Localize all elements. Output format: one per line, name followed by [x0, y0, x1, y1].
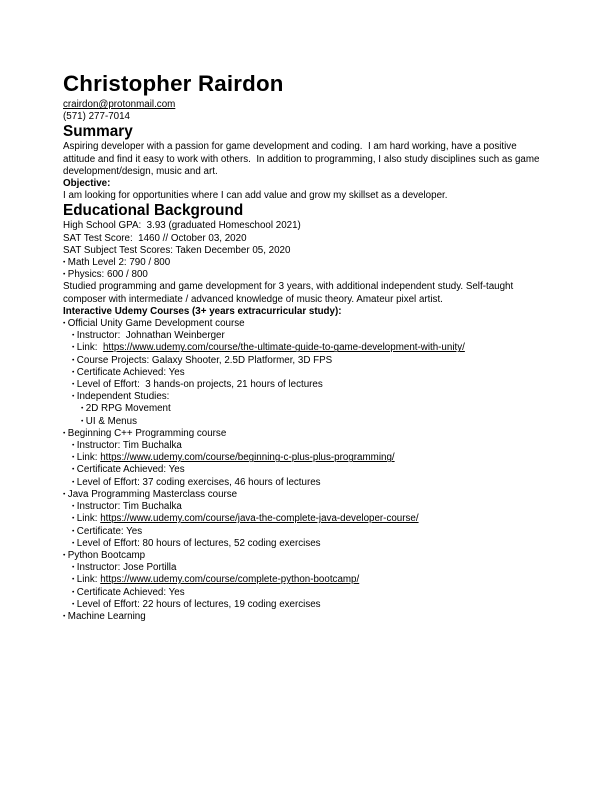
courses-heading: Interactive Udemy Courses (3+ years extracurricular study):: [63, 305, 342, 317]
course-effort: Level of Effort: 80 hours of lectures, 52 coding exercises: [76, 537, 321, 549]
course-instructor: Instructor: Tim Buchalka: [76, 501, 182, 513]
course-title-item: [63, 611, 550, 623]
course-instructor: Instructor: Jose Portilla: [76, 562, 177, 574]
subject-score: Physics: 600 / 800: [67, 269, 148, 281]
bullet-icon: •: [63, 612, 66, 620]
course-detail-item: [72, 330, 550, 342]
course-title: Java Programming Masterclass course: [67, 488, 238, 500]
bullet-icon: •: [72, 600, 75, 608]
course-title-item: [63, 318, 550, 330]
course-detail-item: [72, 355, 550, 367]
course-instructor: Instructor: Johnathan Weinberger: [76, 330, 225, 342]
study-note-paragraph: Studied programming and game development for 3 years, with additional independent study. Self-taught composer with intermediate / advanced knowledge of music theory. Amateur pixel artist.: [63, 281, 516, 305]
bullet-icon: •: [72, 478, 75, 486]
bullet-icon: •: [63, 320, 66, 328]
course-title: Machine Learning: [67, 610, 146, 622]
course-certificate: Certificate Achieved: Yes: [76, 366, 185, 378]
email-link[interactable]: crairdon@protonmail.com: [63, 99, 176, 110]
bullet-icon: •: [63, 551, 66, 559]
course-instructor: Instructor: Tim Buchalka: [76, 440, 182, 452]
course-link[interactable]: https://www.udemy.com/course/the-ultimate-guide-to-game-development-with-unity/: [102, 342, 465, 354]
bullet-icon: •: [72, 588, 75, 596]
bullet-icon: •: [72, 393, 75, 401]
course-link[interactable]: https://www.udemy.com/course/beginning-c-plus-plus-programming/: [100, 452, 395, 464]
course-detail-item: [72, 587, 550, 599]
course-projects: Course Projects: Galaxy Shooter, 2.5D Platformer, 3D FPS: [76, 354, 333, 366]
bullet-icon: •: [63, 490, 66, 498]
bullet-icon: •: [72, 539, 75, 547]
bullet-icon: •: [72, 527, 75, 535]
course-detail-item: [72, 538, 550, 550]
independent-study: 2D RPG Movement: [85, 403, 171, 415]
course-detail-item: [81, 403, 550, 415]
course-link-item: [72, 452, 550, 464]
course-link-item: [72, 574, 550, 586]
link-label: Link:: [76, 513, 101, 525]
independent-study: UI & Menus: [85, 415, 137, 427]
list-item: [63, 257, 550, 269]
sat-subject-line: SAT Subject Test Scores: Taken December 05, 2020: [63, 244, 291, 256]
course-link-line: [77, 513, 550, 525]
course-detail-item: [72, 391, 550, 403]
course-certificate: Certificate: Yes: [76, 525, 143, 537]
link-label: Link:: [76, 342, 103, 354]
bullet-icon: •: [63, 271, 66, 279]
bullet-icon: •: [72, 454, 75, 462]
course-detail-item: [72, 501, 550, 513]
course-certificate: Certificate Achieved: Yes: [76, 586, 185, 598]
link-label: Link:: [76, 574, 101, 586]
course-link-item: [72, 513, 550, 525]
bullet-icon: •: [72, 356, 75, 364]
course-title-item: [63, 428, 550, 440]
course-title: Python Bootcamp: [67, 549, 146, 561]
course-effort: Level of Effort: 3 hands-on projects, 21 hours of lectures: [76, 379, 323, 391]
bullet-icon: •: [63, 429, 66, 437]
bullet-icon: •: [63, 259, 66, 267]
independent-studies-label: Independent Studies:: [76, 391, 170, 403]
course-detail-item: [72, 440, 550, 452]
course-link-line: [77, 342, 550, 354]
course-title-item: [63, 550, 550, 562]
sat-score-line: SAT Test Score: 1460 // October 03, 2020: [63, 232, 247, 244]
course-title: Beginning C++ Programming course: [67, 427, 227, 439]
objective-text: I am looking for opportunities where I can add value and grow my skillset as a developer.: [63, 190, 448, 202]
bullet-icon: •: [72, 515, 75, 523]
summary-heading: Summary: [63, 123, 133, 141]
list-item: [63, 269, 550, 281]
phone-number: (571) 277-7014: [63, 111, 130, 123]
link-label: Link:: [76, 452, 101, 464]
course-link[interactable]: https://www.udemy.com/course/complete-python-bootcamp/: [100, 574, 360, 586]
bullet-icon: •: [72, 576, 75, 584]
objective-label: Objective:: [63, 178, 111, 190]
bullet-icon: •: [81, 405, 84, 413]
course-detail-item: [72, 367, 550, 379]
gpa-line: High School GPA: 3.93 (graduated Homeschool 2021): [63, 220, 301, 232]
course-detail-item: [72, 464, 550, 476]
bullet-icon: •: [72, 368, 75, 376]
bullet-icon: •: [72, 344, 75, 352]
course-certificate: Certificate Achieved: Yes: [76, 464, 185, 476]
bullet-icon: •: [72, 442, 75, 450]
contact-name: Christopher Rairdon: [63, 71, 284, 96]
bullet-icon: •: [72, 381, 75, 389]
course-detail-item: [72, 526, 550, 538]
course-effort: Level of Effort: 22 hours of lectures, 19 coding exercises: [76, 598, 321, 610]
bullet-icon: •: [72, 332, 75, 340]
course-detail-item: [81, 416, 550, 428]
bullet-icon: •: [72, 564, 75, 572]
summary-paragraph: Aspiring developer with a passion for game development and coding. I am hard working, have a positive attitude and find it easy to work with others. In addition to programming, I also study disciplines such as game development/design, music and art.: [63, 141, 543, 177]
course-detail-item: [72, 599, 550, 611]
course-link-item: [72, 342, 550, 354]
course-link[interactable]: https://www.udemy.com/course/java-the-complete-java-developer-course/: [100, 513, 419, 525]
course-link-line: [77, 574, 550, 586]
course-detail-item: [72, 379, 550, 391]
bullet-icon: •: [81, 417, 84, 425]
bullet-icon: •: [72, 503, 75, 511]
course-detail-item: [72, 477, 550, 489]
education-heading: Educational Background: [63, 202, 244, 220]
bullet-icon: •: [72, 466, 75, 474]
course-link-line: [77, 452, 550, 464]
subject-score: Math Level 2: 790 / 800: [67, 257, 171, 269]
course-title-item: [63, 489, 550, 501]
course-detail-item: [72, 562, 550, 574]
contact-email-line: [63, 99, 550, 111]
course-title: Official Unity Game Development course: [67, 318, 245, 330]
course-effort: Level of Effort: 37 coding exercises, 46 hours of lectures: [76, 476, 321, 488]
